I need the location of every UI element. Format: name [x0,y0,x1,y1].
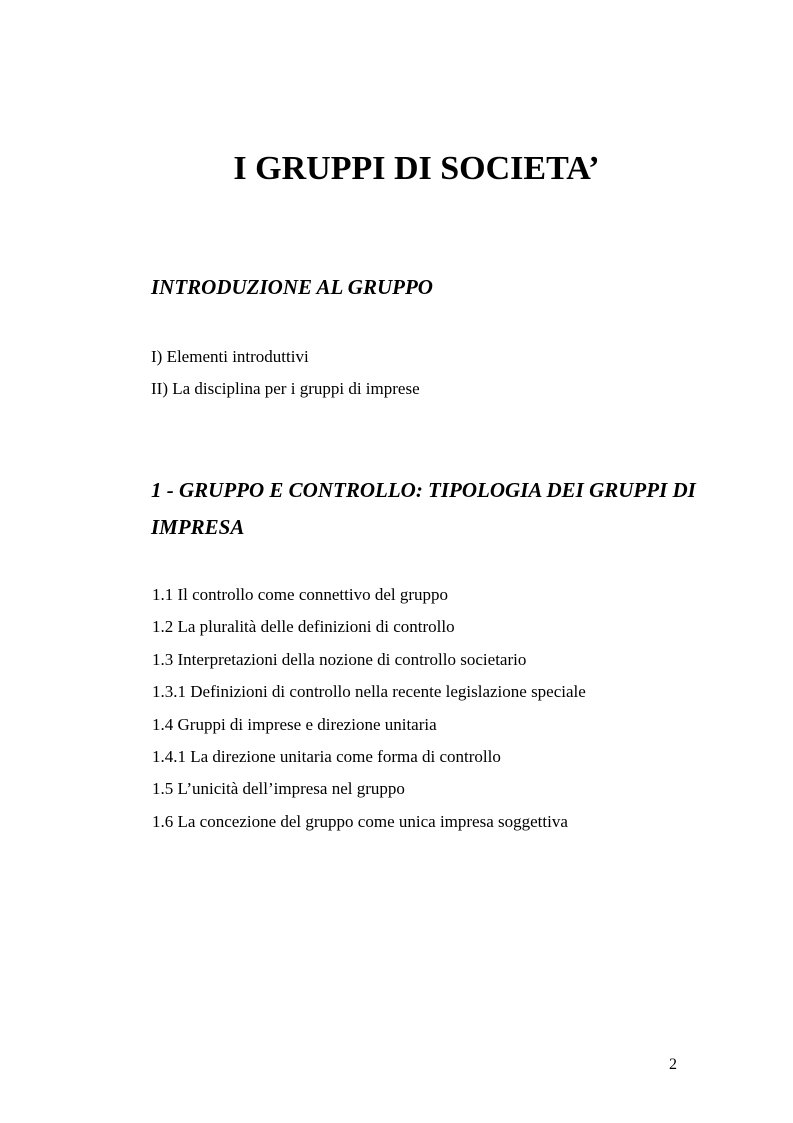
toc-item: 1.5 L’unicità dell’impresa nel gruppo [152,779,405,799]
toc-list-introduzione [151,341,420,406]
page-title: I GRUPPI DI SOCIETA’ [233,150,600,187]
toc-item: II) La disciplina per i gruppi di imprese [151,379,420,399]
toc-item: I) Elementi introduttivi [151,347,309,366]
section-heading-introduzione: INTRODUZIONE AL GRUPPO [151,275,433,299]
toc-item: 1.6 La concezione del gruppo come unica impresa soggettiva [152,811,568,831]
toc-item: 1.3 Interpretazioni della nozione di controllo societario [152,649,527,669]
toc-item: 1.1 Il controllo come connettivo del gruppo [152,585,449,604]
toc-list-gruppo-e-controllo [152,579,586,838]
toc-item: 1.4 Gruppi di imprese e direzione unitaria [152,714,437,734]
page-number: 2 [669,1056,677,1073]
toc-item: 1.2 La pluralità delle definizioni di controllo [152,617,455,637]
section-heading-gruppo-e-controllo: 1 - GRUPPO E CONTROLLO: TIPOLOGIA DEI GRUPPI DI IMPRESA [151,478,696,539]
toc-item: 1.4.1 La direzione unitaria come forma di controllo [152,746,501,766]
toc-item: 1.3.1 Definizioni di controllo nella recente legislazione speciale [152,682,586,702]
